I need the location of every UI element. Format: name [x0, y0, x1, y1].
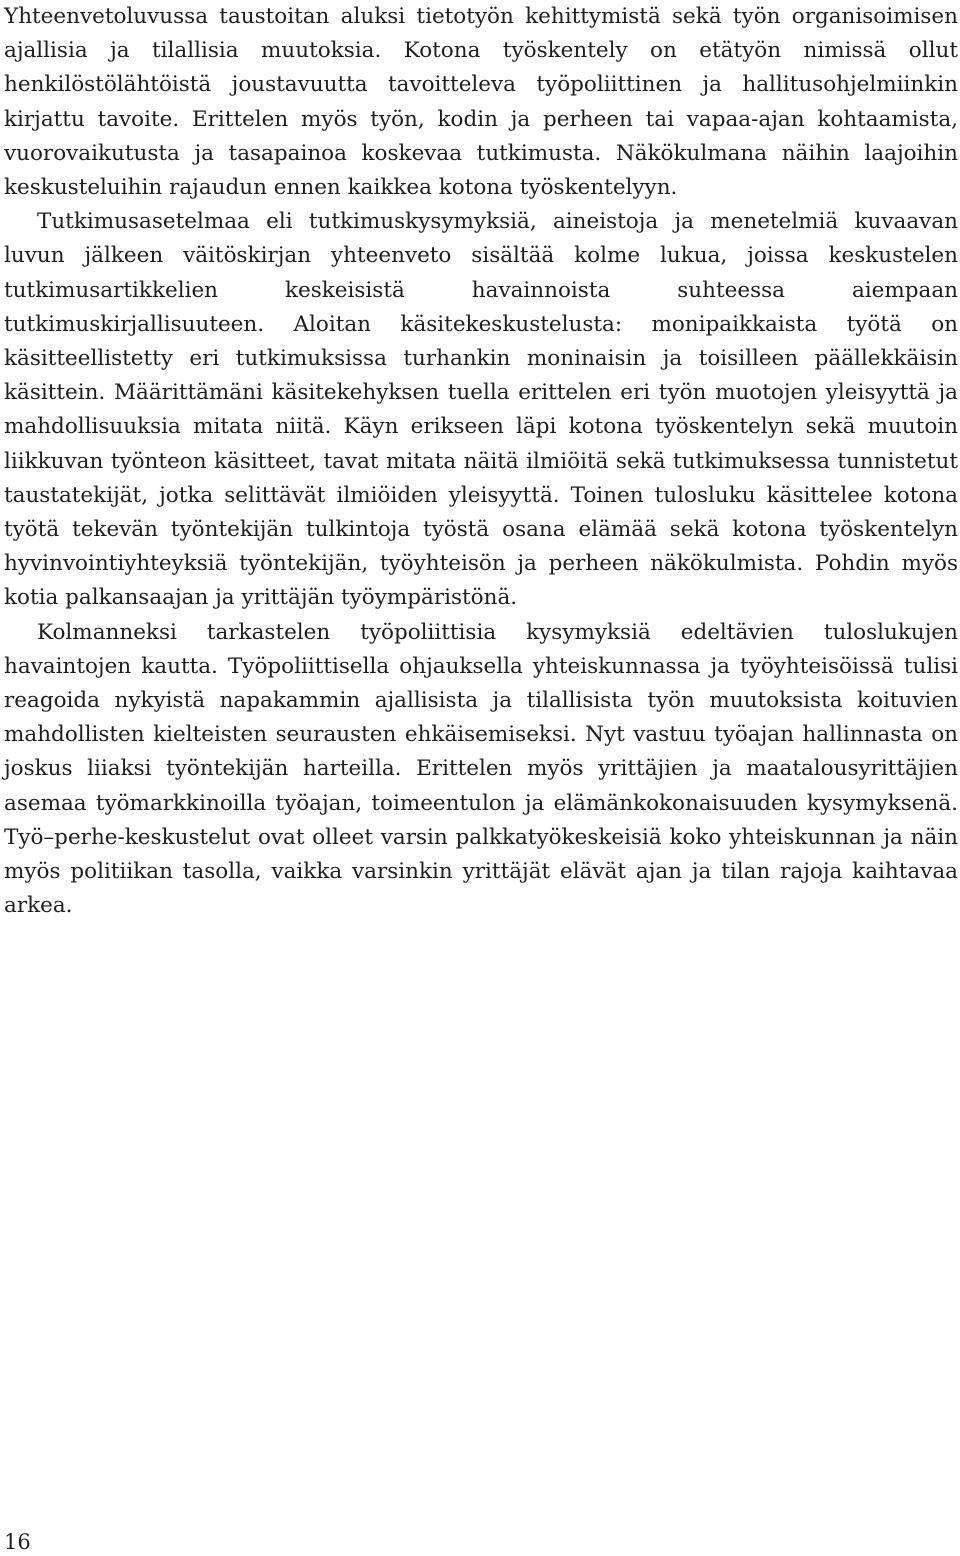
paragraph-research-design: Tutkimusasetelmaa eli tutkimuskysymyksiä, aineistoja ja menetelmiä kuvaavan luvun jälkeen väitöskirjan yhteenveto sisältää kolme lukua, joissa keskustelen tutkimusartikkelien keskeisistä havainnoista suhteessa aiempaan tutkimuskirjallisuuteen. Aloitan käsitekeskustelusta: monipaikkaista työtä on käsitteellistetty eri tutkimuksissa turhankin moninaisin ja toisilleen päällekkäisin käsittein. Määrittämäni käsitekehyksen tuella erittelen eri työn muotojen yleisyyttä ja mahdollisuuksia mitata niitä. Käyn erikseen läpi kotona työskentelyn sekä muutoin liikkuvan työnteon käsitteet, tavat mitata näitä ilmiöitä sekä tutkimuksessa tunnistetut taustatekijät, jotka selittävät ilmiöiden yleisyyttä. Toinen tulosluku käsittelee kotona työtä tekevän työntekijän tulkintoja työstä osana elämää sekä kotona työskentelyn hyvinvointiyhteyksiä työntekijän, työyhteisön ja perheen näkökulmista. Pohdin myös kotia palkansaajan ja yrittäjän työympäristönä.: [4, 209, 958, 611]
paragraph-intro: Yhteenvetoluvussa taustoitan aluksi tietotyön kehittymistä sekä työn organisoimisen ajallisia ja tilallisia muutoksia. Kotona työskentely on etätyön nimissä ollut henkilöstölähtöistä joustavuutta tavoitteleva työpoliittinen ja hallitusohjelmiinkin kirjattu tavoite. Erittelen myös työn, kodin ja perheen tai vapaa-ajan kohtaamista, vuorovaikutusta ja tasapainoa koskevaa tutkimusta. Näkökulmana näihin laajoihin keskusteluihin rajaudun ennen kaikkea kotona työskentelyyn.: [4, 4, 958, 201]
page-number: 16: [4, 1530, 31, 1554]
paragraph-work-policy: Kolmanneksi tarkastelen työpoliittisia kysymyksiä edeltävien tuloslukujen havaintojen kautta. Työpoliittisella ohjauksella yhteiskunnassa ja työyhteisöissä tulisi reagoida nykyistä napakammin ajallisista ja tilallisista työn muutoksista koituvien mahdollisten kielteisten seurausten ehkäisemiseksi. Nyt vastuu työajan hallinnasta on joskus liiaksi työntekijän harteilla. Erittelen myös yrittäjien ja maatalousyrittäjien asemaa työmarkkinoilla työajan, toimeentulon ja elämänkokonaisuuden kysymyksenä. Työ–perhe-keskustelut ovat olleet varsin palkkatyökeskeisiä koko yhteiskunnan ja näin myös politiikan tasolla, vaikka varsinkin yrittäjät elävät ajan ja tilan rajoja kaihtavaa arkea.: [4, 619, 958, 919]
page-body: [4, 0, 958, 923]
